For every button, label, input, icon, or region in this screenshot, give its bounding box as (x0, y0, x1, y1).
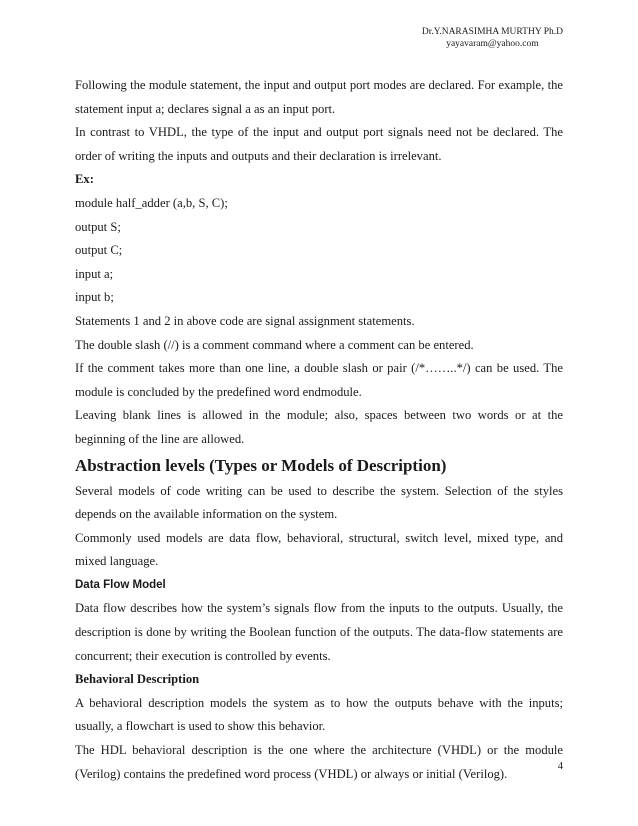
page-number: 4 (557, 761, 563, 772)
paragraph-common-models: Commonly used models are data flow, behavioral, structural, switch level, mixed type, and mixed language. (75, 530, 563, 569)
code-line: output C; (75, 243, 123, 258)
paragraph-data-flow: Data flow describes how the system’s signals flow from the inputs to the outputs. Usually, the description is done by writing the Boolean function of the outputs. The data-flow statements are concurrent; their execution is controlled by events. (75, 601, 563, 663)
paragraph-behavioral-1: A behavioral description models the system as to how the outputs behave with the inputs; usually, a flowchart is used to show this behavior. (75, 695, 563, 734)
paragraph-statements: Statements 1 and 2 in above code are signal assignment statements. (75, 313, 415, 328)
paragraph-blank-lines: Leaving blank lines is allowed in the module; also, spaces between two words or at the beginning of the line are allowed. (75, 408, 563, 446)
page-body (75, 74, 563, 786)
code-line: module half_adder (a,b, S, C); (75, 195, 228, 210)
paragraph-port-modes: Following the module statement, the input and output port modes are declared. For example, the statement input a; declares signal a as an input port. (75, 78, 563, 116)
subheading-behavioral: Behavioral Description (75, 672, 200, 687)
page-header (422, 26, 563, 50)
code-line: output S; (75, 219, 121, 234)
code-line: input a; (75, 266, 114, 281)
paragraph-multiline-comment: If the comment takes more than one line, a double slash or pair (/*……..*/) can be used. The module is concluded by the predefined word endmodule. (75, 361, 563, 399)
section-heading-abstraction: Abstraction levels (Types or Models of Description) (75, 455, 447, 475)
example-label: Ex: (75, 172, 94, 187)
code-line: input b; (75, 290, 114, 305)
paragraph-vhdl-contrast: In contrast to VHDL, the type of the input and output port signals need not be declared. The order of writing the inputs and outputs and their declaration is irrelevant. (75, 125, 563, 163)
subheading-data-flow: Data Flow Model (75, 578, 166, 591)
header-email: yayavaram@yahoo.com (446, 39, 539, 49)
paragraph-behavioral-2: The HDL behavioral description is the one where the architecture (VHDL) or the module (Verilog) contains the predefined word process (VHDL) or always or initial (Verilog). (75, 743, 563, 781)
paragraph-models: Several models of code writing can be used to describe the system. Selection of the styles depends on the available information on the system. (75, 483, 563, 522)
paragraph-double-slash: The double slash (//) is a comment command where a comment can be entered. (75, 337, 474, 352)
header-author: Dr.Y.NARASIMHA MURTHY Ph.D (421, 27, 563, 37)
